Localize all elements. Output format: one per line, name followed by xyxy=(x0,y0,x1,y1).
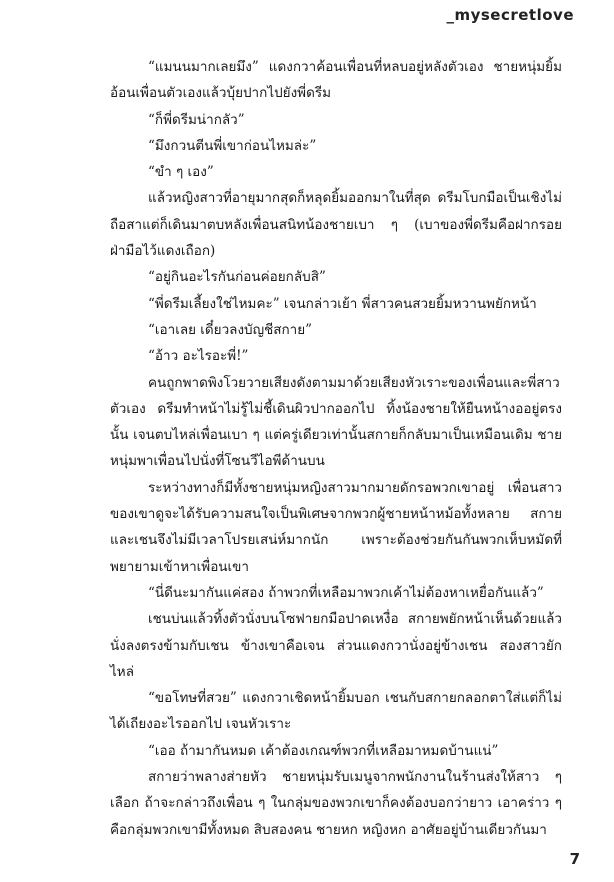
brand-header: _mysecretlove xyxy=(446,6,574,24)
paragraph: “พี่ดรีมเลี้ยงใช่ไหมคะ” เจนกล่าวเย้า พี่สาวคนสวยยิ้มหวานพยักหน้า xyxy=(148,295,537,312)
paragraph: “นี่ดีนะมากันแค่สอง ถ้าพวกที่เหลือมาพวกเค้าไม่ต้องหาเหยื่อกันแล้ว” xyxy=(148,584,544,601)
paragraph: เชนบ่นแล้วทิ้งตัวนั่งบนโซฟายกมือปาดเหงื่อ สกายพยักหน้าเห็นด้วยแล้วนั่งลงตรงข้ามกับเชน ข้างเขาคือเจน ส่วนแดงกวานั่งอยู่ข้างเชน สองสาวยักไหล่ xyxy=(110,611,562,680)
paragraph: “ขำ ๆ เอง” xyxy=(148,164,214,181)
paragraph: “ขอโทษที่สวย” แดงกวาเชิดหน้ายิ้มบอก เชนกับสกายกลอกตาใส่แต่ก็ไม่ได้เถียงอะไรออกไป เจนหัวเราะ xyxy=(110,690,562,733)
paragraph: คนถูกพาดพิงโวยวายเสียงดังตามมาด้วยเสียงหัวเราะของเพื่อนและพี่สาวตัวเอง ดรีมทำหน้าไม่รู้ไม่ชี้เดินผิวปากออกไป ทิ้งน้องชายให้ยืนหน้างออยู่ตรงนั้น เจนตบไหล่เพื่อนเบา ๆ แต่ครู่เดียวเท่านั้นสกายก็กลับมาเป็นเหมือนเดิม ชายหนุ่มพาเพื่อนไปนั่งที่โซนวีไอพีด้านบน xyxy=(110,374,562,470)
page-body xyxy=(110,54,562,843)
paragraph: “แมนนมากเลยมึง” แดงกวาค้อนเพื่อนที่หลบอยู่หลังตัวเอง ชายหนุ่มยิ้มอ้อนเพื่อนตัวเองแล้วบุ้ยปากไปยังพี่ดรีม xyxy=(110,59,562,102)
page-number: 7 xyxy=(569,850,580,868)
paragraph: “เอาเลย เดี๋ยวลงบัญชีสกาย” xyxy=(148,321,313,338)
paragraph: “ก็พี่ดรีมน่ากลัว” xyxy=(148,111,245,128)
paragraph: สกายว่าพลางส่ายหัว ชายหนุ่มรับเมนูจากพนักงานในร้านส่งให้สาว ๆ เลือก ถ้าจะกล่าวถึงเพื่อน ๆ ในกลุ่มของพวกเขาก็คงต้องบอกว่ายาว เอาคร่าว ๆ คือกลุ่มพวกเขามีทั้งหมด สิบสองคน ชายหก หญิงหก อาศัยอยู่บ้านเดียวกันมา xyxy=(110,769,562,838)
paragraph: แล้วหญิงสาวที่อายุมากสุดก็หลุดยิ้มออกมาในที่สุด ดรีมโบกมือเป็นเชิงไม่ถือสาแต่ก็เดินมาตบหลังเพื่อนสนิทน้องชายเบา ๆ (เบาของพี่ดรีมคือฝากรอยฝ่ามือไว้แดงเถือก) xyxy=(110,190,562,260)
paragraph: “อยู่กินอะไรกันก่อนค่อยกลับสิ” xyxy=(148,269,326,286)
paragraph: “มึงกวนตีนพี่เขาก่อนไหมล่ะ” xyxy=(148,137,317,154)
paragraph: “เออ ถ้ามากันหมด เค้าต้องเกณฑ์พวกที่เหลือมาหมดบ้านแน่” xyxy=(148,742,499,759)
paragraph: ระหว่างทางก็มีทั้งชายหนุ่มหญิงสาวมากมายดักรอพวกเขาอยู่ เพื่อนสาวของเขาดูจะได้รับความสนใจเป็นพิเศษจากพวกผู้ชายหน้าหม้อทั้งหลาย สกายและเชนจึงไม่มีเวลาโปรยเสน่ห์มากนัก เพราะต้องช่วยกันกันพวกเห็บหมัดที่พยายามเข้าหาเพื่อนเขา xyxy=(110,479,562,575)
paragraph: “อ้าว อะไรอะพี่!” xyxy=(148,348,249,365)
